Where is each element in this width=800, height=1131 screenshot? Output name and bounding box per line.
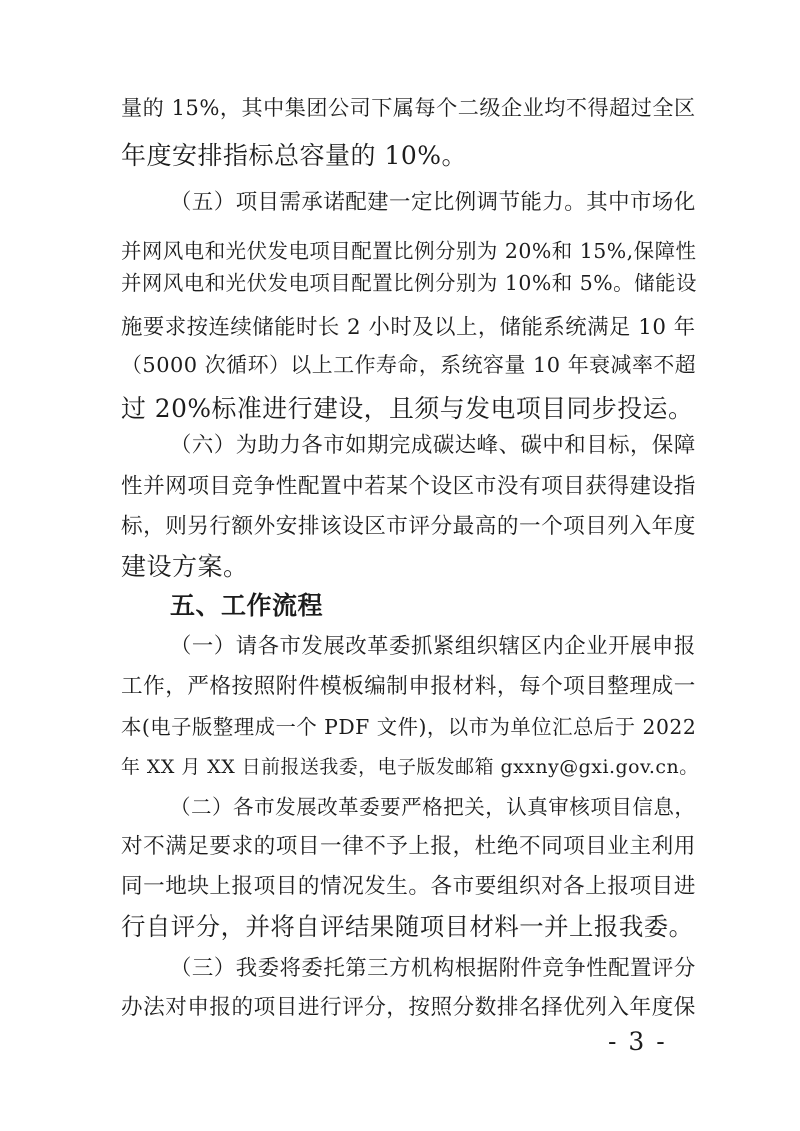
- paragraph-line: 对不满足要求的项目一律不予上报，杜绝不同项目业主利用: [121, 834, 696, 859]
- paragraph-line: 工作，严格按照附件模板编制申报材料，每个项目整理成一: [121, 674, 696, 699]
- paragraph-line: （三）我委将委托第三方机构根据附件竞争性配置评分: [170, 956, 696, 981]
- paragraph-line: 本(电子版整理成一个 PDF 文件)，以市为单位汇总后于 2022: [121, 715, 697, 739]
- paragraph-line: 建设方案。: [121, 552, 249, 581]
- paragraph-line: 行自评分，并将自评结果随项目材料一并上报我委。: [121, 912, 694, 941]
- paragraph-line: 并网风电和光伏发电项目配置比例分别为 20%和 15%,保障性: [121, 239, 697, 263]
- paragraph-line: （六）为助力各市如期完成碳达峰、碳中和目标，保障: [170, 433, 696, 458]
- paragraph-line: （5000 次循环）以上工作寿命，系统容量 10 年衰减率不超: [121, 353, 697, 377]
- paragraph-line: （一）请各市发展改革委抓紧组织辖区内企业开展申报: [170, 634, 696, 659]
- paragraph-line: 年度安排指标总容量的 10%。: [121, 141, 468, 170]
- paragraph-line: 过 20%标准进行建设，且须与发电项目同步投运。: [121, 394, 694, 423]
- paragraph-line: 性并网项目竞争性配置中若某个设区市没有项目获得建设指: [121, 474, 696, 499]
- paragraph-line: （二）各市发展改革委要严格把关，认真审核项目信息，: [170, 795, 696, 819]
- paragraph-line: 同一地块上报项目的情况发生。各市要组织对各上报项目进: [121, 874, 696, 899]
- paragraph-line: 施要求按连续储能时长 2 小时及以上，储能系统满足 10 年: [121, 315, 696, 340]
- page-number: - 3 -: [608, 1027, 667, 1056]
- paragraph-line: 量的 15%，其中集团公司下属每个二级企业均不得超过全区: [121, 95, 696, 120]
- paragraph-line: 标，则另行额外安排该设区市评分最高的一个项目列入年度: [121, 514, 696, 539]
- paragraph-line: 办法对申报的项目进行评分，按照分数排名择优列入年度保: [121, 995, 696, 1020]
- paragraph-line: 年 XX 月 XX 日前报送我委，电子版发邮箱 gxxny@gxi.gov.cn。: [121, 756, 699, 778]
- paragraph-line: 并网风电和光伏发电项目配置比例分别为 10%和 5%。储能设: [121, 271, 697, 295]
- section-heading: 五、工作流程: [170, 591, 324, 620]
- paragraph-line: （五）项目需承诺配建一定比例调节能力。其中市场化: [170, 190, 696, 215]
